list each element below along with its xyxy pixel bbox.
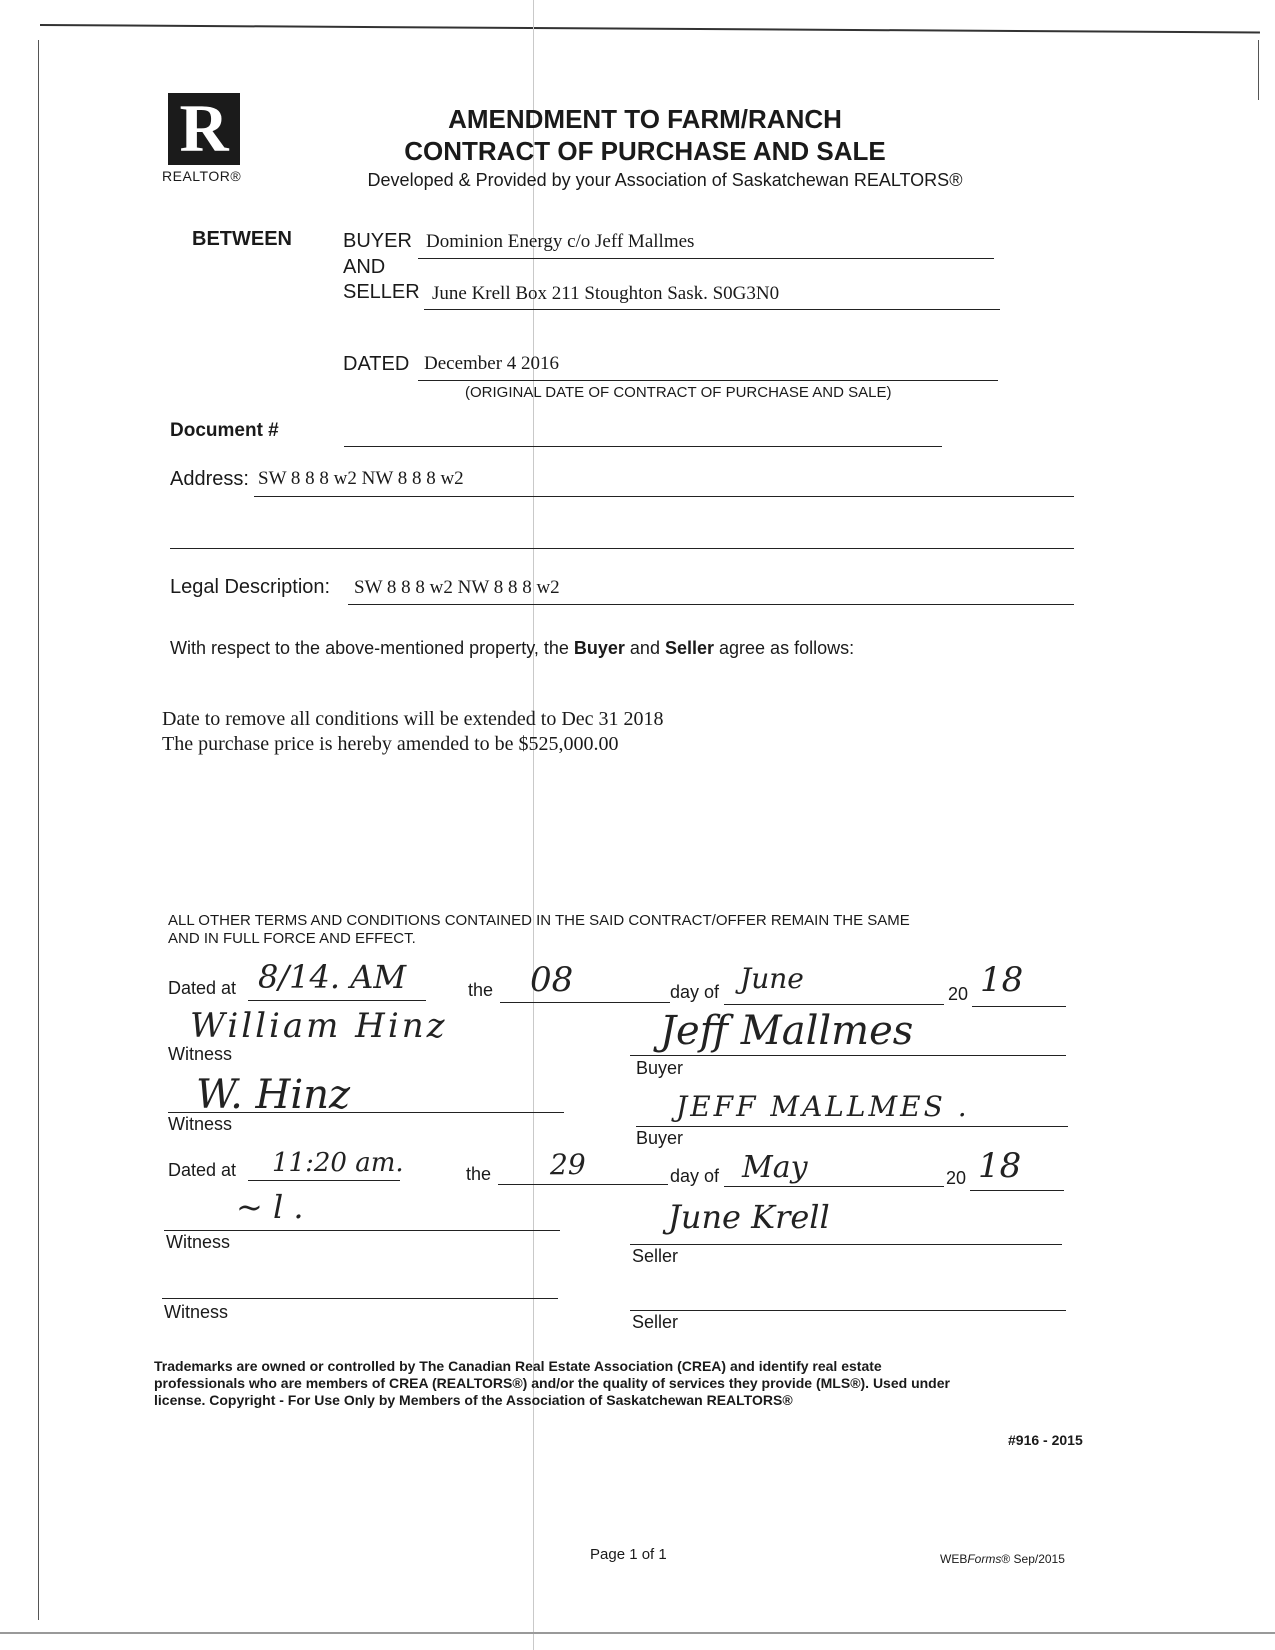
scan-edge-top [40,24,1260,33]
buyer2-signature: JEFF MALLMES . [676,1090,970,1123]
witness2-signature: W. Hinz [196,1072,351,1118]
page-title-line1: AMENDMENT TO FARM/RANCH [448,104,842,134]
buyer-field[interactable]: Dominion Energy c/o Jeff Mallmes [426,231,695,252]
seller-year-prefix: 20 [946,1168,967,1188]
agreement-intro-and: and [624,638,665,658]
agreement-intro-seller: Seller [664,638,715,658]
seller-dated-at-label: Dated at [168,1160,237,1180]
page-subtitle: Developed & Provided by your Association of Saskatchewan REALTORS® [367,170,963,190]
and-label: AND [343,256,386,278]
buyer-month-underline [724,1004,944,1005]
seller-witness1-label: Witness [166,1232,231,1252]
document-number-label: Document # [170,420,279,441]
webforms-pre: WEB [940,1552,968,1566]
amendment-line-1: Date to remove all conditions will be extended to Dec 31 2018 [162,708,664,730]
seller-field[interactable]: June Krell Box 211 Stoughton Sask. S0G3N0 [432,283,780,304]
address-underline-2 [170,548,1074,549]
witness2-underline [168,1112,564,1113]
seller2-label: Seller [632,1312,679,1332]
address-underline [254,496,1074,497]
trademark-line-2: professionals who are members of CREA (REALTORS®) and/or the quality of services they provide (MLS®). Used under [154,1375,950,1391]
buyer1-label: Buyer [636,1058,684,1078]
buyer2-label: Buyer [636,1128,684,1148]
legal-description-label: Legal Description: [170,576,331,598]
seller-label: SELLER [343,281,420,303]
seller-the-label: the [466,1164,492,1184]
buyer-day-of-label: day of [670,982,720,1002]
scan-edge-bottom [0,1632,1275,1634]
seller-witness1-signature: ~ l . [236,1188,304,1226]
trademark-line-1: Trademarks are owned or controlled by The Canadian Real Estate Association (CREA) and identify real estate [154,1358,882,1374]
document-number-underline [344,446,942,447]
buyer-dated-at-underline [248,1000,426,1001]
buyer-month-field[interactable]: June [740,962,804,995]
agreement-intro [170,638,854,659]
witness1-signature: William Hinz [190,1006,448,1046]
scan-edge-right [1258,40,1259,100]
trademark-line-3: license. Copyright - For Use Only by Members of the Association of Saskatchewan REALTORS® [154,1392,793,1408]
agreement-intro-buyer: Buyer [573,638,625,658]
buyer-year-prefix: 20 [948,984,969,1004]
seller1-signature: June Krell [668,1198,830,1236]
seller-witness1-underline [164,1230,560,1231]
seller-year-underline [970,1190,1064,1191]
seller2-underline [630,1310,1066,1311]
seller-month-underline [724,1186,944,1187]
seller1-underline [630,1244,1062,1245]
buyer-dated-at-label: Dated at [168,978,237,998]
realtor-logo-text: REALTOR® [162,168,242,184]
legal-description-field[interactable]: SW 8 8 8 w2 NW 8 8 8 w2 [354,577,560,598]
address-label: Address: [170,468,249,490]
seller-year-field[interactable]: 18 [978,1146,1022,1186]
witness1-label: Witness [168,1044,233,1064]
between-label: BETWEEN [192,228,292,250]
page-number: Page 1 of 1 [590,1546,667,1563]
dated-field[interactable]: December 4 2016 [424,353,560,374]
buyer2-underline [636,1126,1068,1127]
buyer-dated-at-field[interactable]: 8/14. AM [258,958,407,996]
dated-underline [418,380,998,381]
buyer-label: BUYER [343,230,412,252]
address-field[interactable]: SW 8 8 8 w2 NW 8 8 8 w2 [258,468,464,489]
seller-witness2-underline [162,1298,558,1299]
amendment-line-2: The purchase price is hereby amended to be $525,000.00 [162,733,619,755]
buyer1-underline [630,1055,1066,1056]
buyer-day-underline [500,1002,670,1003]
buyer-year-field[interactable]: 18 [980,960,1024,1000]
webforms-version [940,1552,1065,1566]
seller-dated-at-underline [248,1180,400,1181]
webforms-post: ® Sep/2015 [1001,1552,1065,1566]
form-number: #916 - 2015 [1008,1432,1083,1448]
buyer1-signature: Jeff Mallmes [660,1008,914,1054]
buyer-year-underline [972,1006,1066,1007]
agreement-intro-post: agree as follows: [714,638,855,658]
agreement-intro-pre: With respect to the above-mentioned property, the [170,638,574,658]
terms-line-2: AND IN FULL FORCE AND EFFECT. [168,930,416,947]
seller-underline [424,309,1000,310]
dated-label: DATED [343,353,410,375]
page-title-line2: CONTRACT OF PURCHASE AND SALE [404,136,886,166]
terms-line-1: ALL OTHER TERMS AND CONDITIONS CONTAINED IN THE SAID CONTRACT/OFFER REMAIN THE SAME [168,912,910,929]
buyer-day-field[interactable]: 08 [530,960,574,1000]
buyer-underline [418,258,994,259]
seller-day-field[interactable]: 29 [550,1148,586,1181]
dated-note: (ORIGINAL DATE OF CONTRACT OF PURCHASE AND SALE) [465,384,892,401]
realtor-logo-letter: R [179,90,229,166]
scan-edge-left [38,40,39,1620]
seller1-label: Seller [632,1246,679,1266]
seller-witness2-label: Witness [164,1302,229,1322]
webforms-italic: Forms [967,1552,1002,1566]
legal-description-underline [348,604,1074,605]
seller-day-underline [498,1184,668,1185]
buyer-the-label: the [468,980,494,1000]
seller-day-of-label: day of [670,1166,720,1186]
witness2-label: Witness [168,1114,233,1134]
seller-month-field[interactable]: May [742,1150,808,1185]
seller-dated-at-field[interactable]: 11:20 am. [272,1148,404,1178]
